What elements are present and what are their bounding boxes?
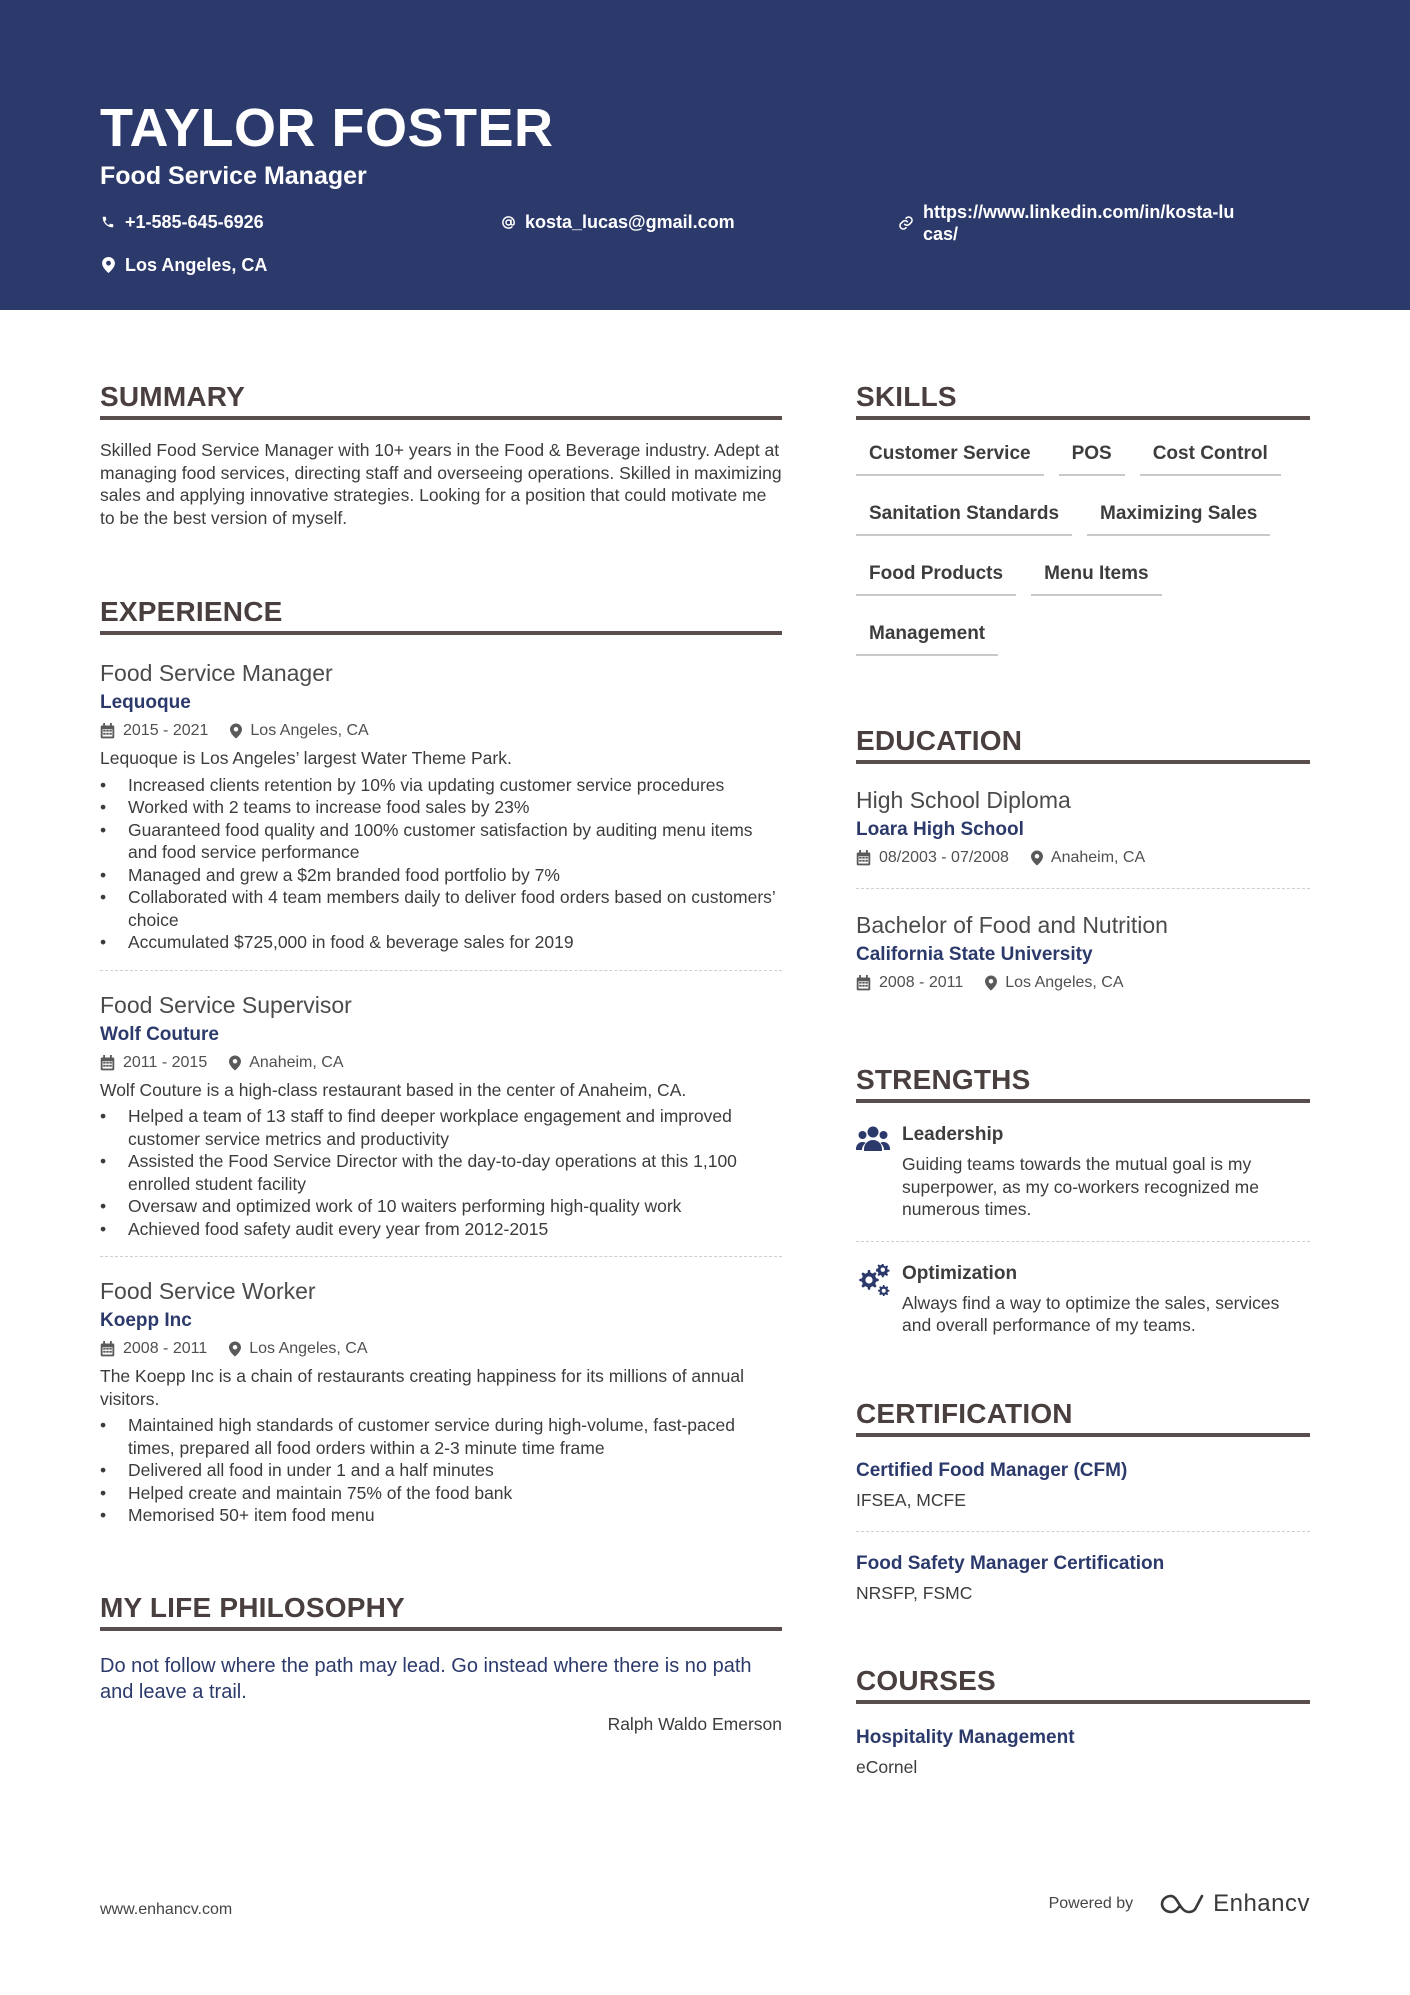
link-icon [898, 201, 914, 245]
courses-heading: COURSES [856, 1664, 1310, 1704]
resume-header [0, 0, 1410, 310]
skills-list [856, 442, 1310, 682]
strength-text: Guiding teams towards the mutual goal is my superpower, as my co-workers recognized me numerous times. [902, 1154, 1259, 1219]
certification-title: Food Safety Manager Certification [856, 1552, 1165, 1574]
certification-title: Certified Food Manager (CFM) [856, 1459, 1128, 1481]
course-item [856, 1726, 1310, 1778]
job-bullets [100, 1105, 782, 1240]
email-text: kosta_lucas@gmail.com [525, 212, 735, 232]
job-dates: 2008 - 2011 [123, 1340, 208, 1357]
left-column [100, 380, 782, 1735]
contact-phone[interactable] [100, 211, 264, 233]
experience-item [100, 1277, 782, 1527]
divider [856, 1531, 1310, 1532]
certification-item [856, 1459, 1310, 1511]
job-bullet: • Delivered all food in under 1 and a half minutes [100, 1459, 782, 1482]
job-role: Food Service Manager [100, 660, 333, 686]
map-pin-icon [230, 723, 242, 739]
calendar-icon [856, 850, 871, 866]
skill-tag: Management [856, 622, 998, 656]
divider [856, 1241, 1310, 1242]
job-location: Anaheim, CA [249, 1053, 344, 1071]
summary-text: Skilled Food Service Manager with 10+ years in the Food & Beverage industry. Adept at managing food services, directing staff and overseeing operations. Skilled in maximizing sales and applying innovative strategies. Looking for a position that could motivate me to be the best version of myself. [100, 440, 782, 528]
certification-issuer: NRSFP, FSMC [856, 1582, 973, 1603]
experience-heading: EXPERIENCE [100, 595, 782, 635]
job-bullet: • Helped a team of 13 staff to find deeper workplace engagement and improved customer service metrics and productivity [100, 1105, 782, 1150]
gears-icon [856, 1262, 902, 1337]
strength-item [856, 1262, 1310, 1337]
philosophy-heading: MY LIFE PHILOSOPHY [100, 1591, 782, 1631]
experience-item [100, 991, 782, 1241]
experience-item [100, 659, 782, 954]
powered-by-label: Powered by [1048, 1895, 1134, 1912]
phone-text: +1-585-645-6926 [125, 212, 264, 232]
strength-title: Leadership [902, 1124, 1004, 1145]
job-bullet: • Maintained high standards of customer service during high-volume, fast-paced times, prepared all food orders within a 2-3 minute time frame [100, 1414, 782, 1459]
contact-linkedin[interactable] [898, 201, 1258, 245]
brand-name: Enhancv [1213, 1890, 1310, 1917]
job-meta [100, 1053, 782, 1073]
job-description: Lequoque is Los Angeles’ largest Water Theme Park. [100, 748, 512, 768]
course-title: Hospitality Management [856, 1726, 1075, 1748]
skill-tag: Customer Service [856, 442, 1044, 476]
strengths-heading: STRENGTHS [856, 1063, 1310, 1103]
job-bullet: • Assisted the Food Service Director with the day-to-day operations at this 1,100 enrolled student facility [100, 1150, 782, 1195]
location-text: Los Angeles, CA [125, 255, 268, 275]
job-company: Lequoque [100, 692, 191, 713]
map-pin-icon [1031, 850, 1043, 866]
skill-tag: Food Products [856, 562, 1016, 596]
certification-heading: CERTIFICATION [856, 1397, 1310, 1437]
linkedin-text: https://www.linkedin.com/in/kosta-lucas/ [923, 202, 1235, 244]
course-provider: eCornel [856, 1756, 918, 1777]
job-role: Food Service Worker [100, 1278, 316, 1304]
job-description: The Koepp Inc is a chain of restaurants creating happiness for its millions of annual visitors. [100, 1366, 744, 1409]
education-location: Los Angeles, CA [1005, 974, 1124, 991]
map-pin-icon [100, 254, 116, 276]
education-item [856, 786, 1310, 868]
map-pin-icon [229, 1341, 241, 1357]
candidate-name: TAYLOR FOSTER [100, 98, 554, 158]
job-bullet: • Helped create and maintain 75% of the food bank [100, 1482, 782, 1505]
job-role: Food Service Supervisor [100, 991, 352, 1018]
job-meta [100, 721, 782, 741]
job-description: Wolf Couture is a high-class restaurant based in the center of Anaheim, CA. [100, 1079, 687, 1100]
candidate-title: Food Service Manager [100, 162, 367, 190]
job-dates: 2015 - 2021 [123, 722, 209, 739]
at-icon [500, 211, 516, 233]
skill-tag: Menu Items [1031, 562, 1162, 596]
calendar-icon [100, 1341, 115, 1357]
calendar-icon [856, 975, 871, 991]
education-location: Anaheim, CA [1050, 849, 1146, 866]
education-item [856, 911, 1310, 993]
job-bullets [100, 1414, 782, 1527]
job-bullet: • Accumulated $725,000 in food & beverage sales for 2019 [100, 931, 782, 954]
job-bullet: • Increased clients retention by 10% via updating customer service procedures [100, 774, 782, 797]
education-meta [856, 848, 1310, 868]
skill-tag: Sanitation Standards [856, 502, 1072, 536]
philosophy-quote: Do not follow where the path may lead. Go instead where there is no path and leave a trail. [100, 1654, 752, 1703]
job-bullet: • Memorised 50+ item food menu [100, 1504, 782, 1527]
job-bullets [100, 774, 782, 954]
footer-branding[interactable] [1049, 1890, 1310, 1918]
job-location: Los Angeles, CA [249, 1340, 368, 1357]
right-column [856, 380, 1310, 1778]
strength-title: Optimization [902, 1262, 1018, 1284]
calendar-icon [100, 723, 115, 739]
education-dates: 08/2003 - 07/2008 [879, 849, 1009, 866]
education-heading: EDUCATION [856, 724, 1310, 764]
divider [100, 970, 782, 971]
map-pin-icon [985, 975, 997, 991]
enhancv-logo-icon [1159, 1892, 1205, 1916]
people-icon [856, 1123, 902, 1221]
phone-icon [100, 211, 116, 233]
skill-tag: POS [1059, 442, 1125, 476]
summary-heading: SUMMARY [100, 380, 782, 420]
calendar-icon [100, 1055, 115, 1071]
job-bullet: • Oversaw and optimized work of 10 waiters performing high-quality work [100, 1195, 782, 1218]
job-bullet: • Worked with 2 teams to increase food sales by 23% [100, 796, 782, 819]
job-bullet: • Managed and grew a $2m branded food portfolio by 7% [100, 864, 782, 887]
job-company: Koepp Inc [100, 1310, 192, 1331]
education-dates: 2008 - 2011 [879, 974, 964, 991]
job-meta [100, 1339, 782, 1359]
job-bullet: • Achieved food safety audit every year from 2012-2015 [100, 1218, 782, 1241]
certification-item [856, 1552, 1310, 1604]
footer-website[interactable]: www.enhancv.com [100, 1901, 233, 1918]
certification-issuer: IFSEA, MCFE [856, 1489, 966, 1510]
job-bullet: • Guaranteed food quality and 100% customer satisfaction by auditing menu items and food service performance [100, 819, 782, 864]
job-company: Wolf Couture [100, 1023, 219, 1045]
education-school: Loara High School [856, 819, 1024, 840]
education-meta [856, 973, 1310, 993]
strength-item [856, 1123, 1310, 1221]
skill-tag: Maximizing Sales [1087, 502, 1270, 536]
job-bullet: • Collaborated with 4 team members daily to deliver food orders based on customers’ choice [100, 886, 782, 931]
contact-location [100, 254, 267, 276]
job-dates: 2011 - 2015 [123, 1053, 208, 1071]
skill-tag: Cost Control [1140, 442, 1281, 476]
education-degree: High School Diploma [856, 787, 1071, 813]
skills-heading: SKILLS [856, 380, 1310, 420]
contact-email[interactable] [500, 211, 735, 233]
education-school: California State University [856, 944, 1093, 965]
philosophy-author: Ralph Waldo Emerson [607, 1713, 782, 1734]
divider [100, 1256, 782, 1257]
job-location: Los Angeles, CA [250, 722, 369, 739]
strength-text: Always find a way to optimize the sales, services and overall performance of my teams. [902, 1292, 1280, 1335]
divider [856, 888, 1310, 889]
education-degree: Bachelor of Food and Nutrition [856, 912, 1168, 938]
map-pin-icon [229, 1055, 241, 1071]
